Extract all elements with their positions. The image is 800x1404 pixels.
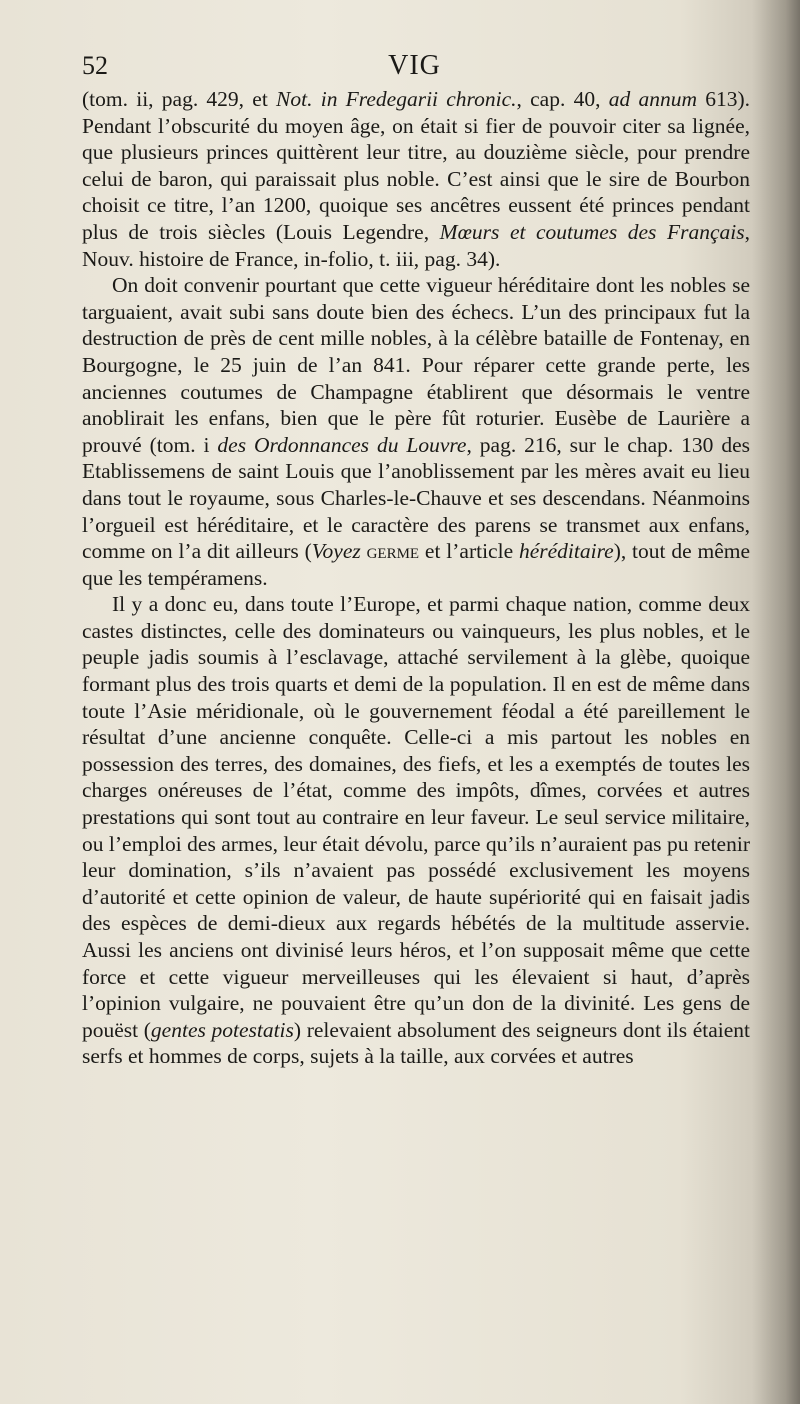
italic-text: Voyez [311,539,361,564]
text-run: , Nouv. histoire de France, in-folio, t. iii, pag. 34). [82,219,750,271]
italic-text: gentes potestatis [150,1017,294,1042]
page-number: 52 [82,51,108,80]
paragraph-3 [82,591,750,1070]
italic-text: Mœurs et coutumes des Français [439,219,745,244]
text-run: ) relevaient absolument des seigneurs dont ils étaient serfs et hommes de corps, sujets à la taille, aux corvées et autres [82,1017,750,1069]
italic-text: héréditaire [518,539,614,564]
text-run: , cap. 40, [516,87,609,111]
text-run: , pag. 216, sur le chap. 130 des Etablissemens de saint Louis que l’anoblissement par les mères avait eu lieu dans tout le royaume, sous Charles-le-Chauve et ses descendans. Néanmoins l’orgueil est héréditaire, et le caractère des parens se transmet aux enfans, comme on l’a dit ailleurs ( [82,432,750,564]
text-run: et l’article [419,539,519,564]
text-run: (tom. ii, pag. 429, et [82,87,277,111]
small-caps-text: germe [360,539,420,564]
running-head: VIG [388,50,441,81]
italic-text: Not. in Fredegarii chronic. [276,87,517,111]
body-text [82,86,750,1070]
italic-text: ad annum [608,87,697,111]
paragraph-1 [82,86,750,272]
text-run: Il y a donc eu, dans toute l’Europe, et parmi chaque nation, comme deux castes distinctes, celle des dominateurs ou vainqueurs, les plus nobles, et le peuple jadis soumis à l’esclavage, attaché servilement à la glèbe, quoique formant plus des trois quarts et demi de la population. Il en est de même dans toute l’Asie méridionale, où le gouvernement féodal a été pareillement le résultat d’une ancienne conquête. Celle-ci a mis partout les nobles en possession des terres, des domaines, des fiefs, et les a exemptés de toutes les charges onéreuses de l’état, comme des impôts, dîmes, corvées et autres prestations qui sont tout au contraire en leur faveur. Le seul service militaire, ou l’emploi des armes, leur était dévolu, parce qu’ils n’auraient pas pu retenir leur domination, s’ils n’avaient pas possédé exclusivement les moyens d’autorité et cette opinion de valeur, de haute supériorité qui en faisait jadis des espèces de demi-dieux aux regards hébétés de la multitude asservie. Aussi les anciens ont divinisé leurs héros, et l’on supposait même que cette force et cette vigueur merveilleuses qui les élevaient si haut, d’après l’opinion vulgaire, ne pouvaient être qu’un don de la divinité. Les gens de pouëst ( [82,592,750,1042]
text-run: ), tout de même que les tempéramens. [82,539,751,590]
text-run: On doit convenir pourtant que cette vigueur héréditaire dont les nobles se targuaient, avait subi sans doute bien des échecs. L’un des principaux fut la destruction de près de cent mille nobles, à la célèbre bataille de Fontenay, en Bourgogne, le 25 juin de l’an 841. Pour réparer cette grande perte, les anciennes coutumes de Champagne établirent que désormais le ventre anoblirait les enfans, bien que le père fût roturier. Eusèbe de Laurière a prouvé (tom. i [82,273,750,457]
paragraph-2 [82,272,750,591]
page-header [82,48,747,84]
gutter-shadow [752,0,800,1404]
text-run: 613). Pendant l’obscurité du moyen âge, on était si fier de pouvoir citer sa lignée, que plusieurs princes quittèrent leur titre, au douzième siècle, pour prendre celui de baron, qui paraissait plus noble. C’est ainsi que le sire de Bourbon choisit ce titre, l’an 1200, quoique ses ancêtres eussent été princes pendant plus de trois siècles (Louis Legendre, [82,87,750,244]
italic-text: des Ordonnances du Louvre [217,432,467,457]
